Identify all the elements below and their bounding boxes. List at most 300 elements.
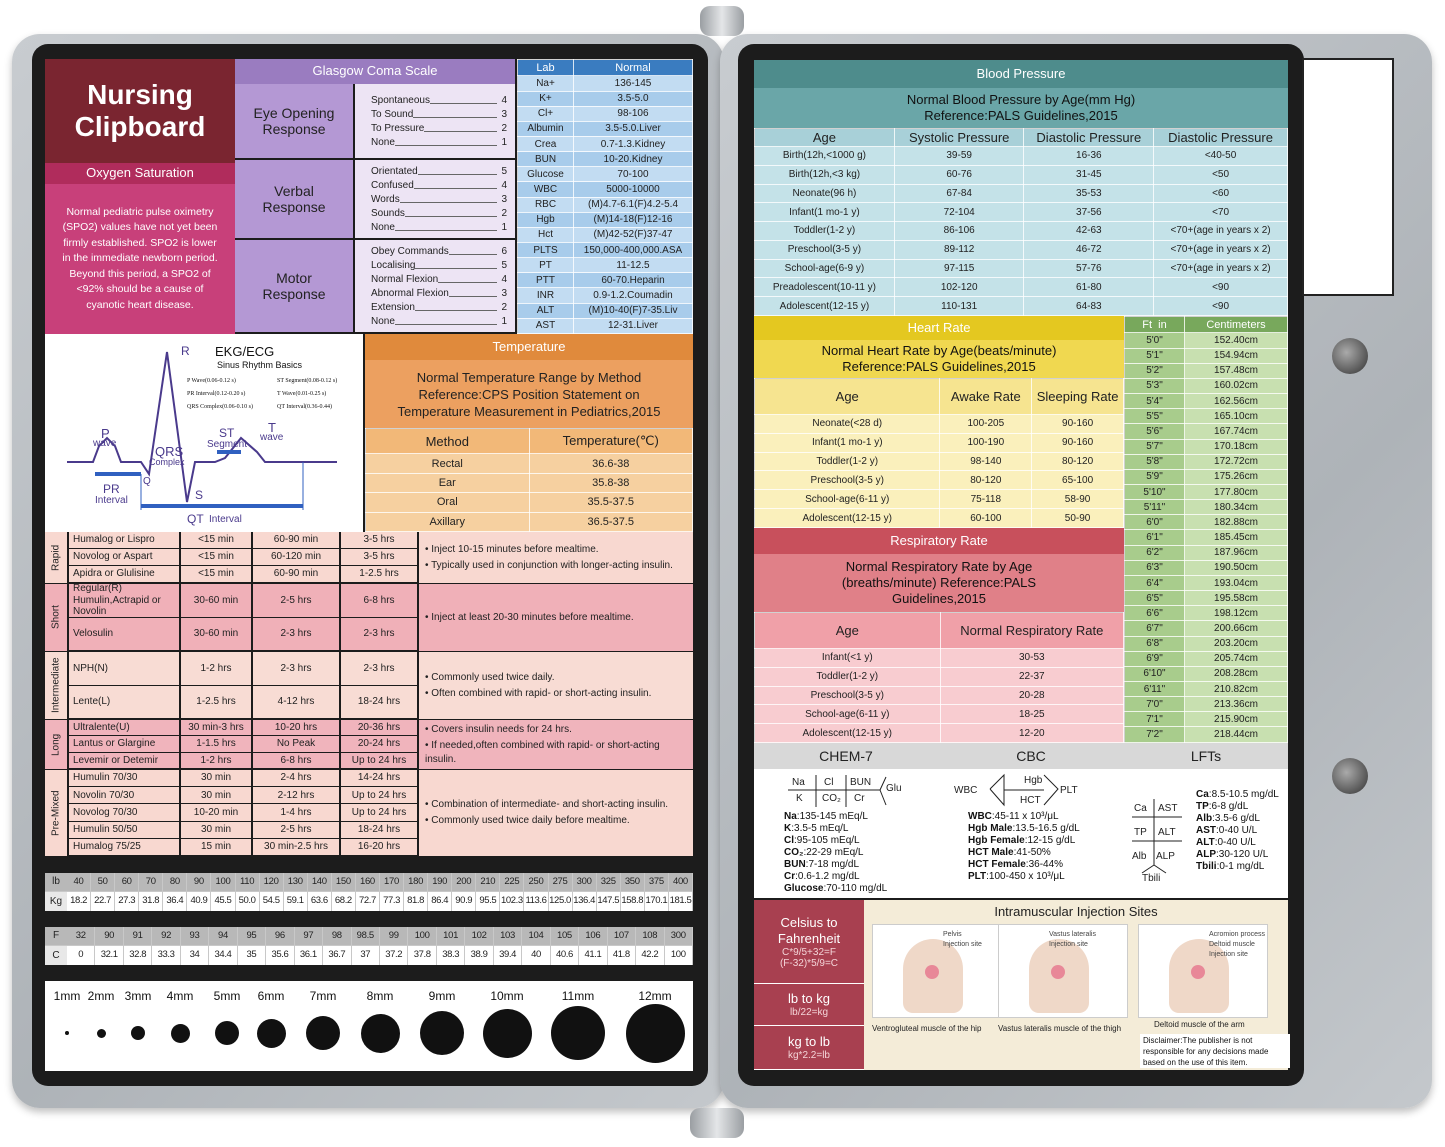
conv-bottom-cell: 77.3 (380, 892, 403, 911)
height-row (1125, 409, 1288, 424)
bp-header-row (755, 129, 1288, 147)
gcs-item (371, 164, 507, 178)
conv-top-cell: 99 (380, 927, 407, 945)
rr-row (755, 667, 1124, 686)
bp-cell: 86-106 (894, 222, 1024, 241)
hr-row (755, 471, 1124, 490)
conv-top-cell: 102 (465, 927, 492, 945)
chem7-diagram-label: Cl (824, 777, 834, 788)
rr-row (755, 705, 1124, 724)
lab-value: 70-100 (574, 167, 693, 182)
conv-top-cell: 130 (284, 873, 307, 891)
cbc-value-line (968, 859, 1108, 871)
oxygen-text: Normal pediatric pulse oximetry (SPO2) values have not yet been firmly established. SPO2 is lower in the immediate newborn period. Beyond this period, a SPO2 of <92% should be a cause of cyanotic heart disease. (45, 184, 235, 334)
lfts-value-range: :0-40 U/L (1216, 825, 1258, 836)
bp-cell: <50 (1154, 165, 1288, 184)
bp-cell: Adolescent(12-15 y) (755, 297, 895, 316)
gcs-item-score: 2 (501, 207, 507, 219)
conv-bottom-cell: 81.8 (404, 892, 427, 911)
lfts-diagram-label: AST (1158, 803, 1178, 814)
lfts-diagram-label: ALP (1156, 851, 1175, 862)
hr-cell: 58-90 (1032, 490, 1124, 509)
conv-bottom-cell: 41.8 (608, 946, 635, 965)
height-row (1125, 500, 1288, 515)
lfts-diagram-label: Tbili (1142, 873, 1161, 884)
insulin-cell: 18-24 hrs (341, 686, 417, 719)
insulin-cell: 2-4 hrs (253, 770, 339, 786)
conv-bottom-cell: 22.7 (91, 892, 114, 911)
ekg-label-st: ST (219, 426, 235, 440)
chem7-value-name: CO₂ (784, 847, 804, 858)
lfts-value-range: :3.5-6 g/dL (1212, 813, 1260, 824)
conv-bottom-cell: 170.1 (645, 892, 668, 911)
gcs-item-score: 1 (501, 221, 507, 233)
im-site-caption: Deltoid muscle of the arm (1154, 1020, 1245, 1029)
bp-grid (754, 128, 1288, 316)
conv-top-cell: 93 (181, 927, 208, 945)
lfts-value-line (1196, 789, 1304, 801)
gcs-item-score: 1 (501, 315, 507, 327)
hr-cell: 75-118 (940, 490, 1032, 509)
im-site-image (998, 924, 1128, 1018)
gcs-item-score: 2 (501, 122, 507, 134)
lfts-value-range: :30-120 U/L (1216, 849, 1269, 860)
pupil-size-label: 5mm (213, 989, 241, 1003)
rr-row (755, 686, 1124, 705)
insulin-cell: Novolog or Aspart (69, 549, 179, 565)
pupil-size-label: 2mm (87, 989, 115, 1003)
chem7-value-name: K (784, 823, 792, 834)
height-ft: 5'3" (1125, 378, 1185, 393)
insulin-cell: 10-20 hrs (253, 720, 339, 735)
bp-cell: <90 (1154, 278, 1288, 297)
lfts-value-name: Tbili (1196, 861, 1217, 872)
hr-cell: 60-100 (940, 509, 1032, 528)
height-cm: 203.20cm (1185, 636, 1288, 651)
conv-top-cell: 91 (124, 927, 151, 945)
lab-header-lab: Lab (518, 60, 574, 76)
gcs-leader-line (418, 168, 498, 175)
im-site-image (872, 924, 1002, 1018)
insulin-cell: 30 min-3 hrs (181, 720, 251, 735)
gcs-item-score: 4 (501, 179, 507, 191)
conv-bottom-cell: 0 (67, 946, 94, 965)
conv-bottom-cell: 95.5 (476, 892, 499, 911)
gcs-item (371, 178, 507, 192)
hr-cell: 90-160 (1032, 415, 1124, 434)
height-ft: 5'10" (1125, 484, 1185, 499)
ekg-legend-item: PR Interval(0.12-0.20 s) (187, 391, 246, 397)
conv-bottom-cell: 34.4 (209, 946, 236, 965)
im-site-image (1138, 924, 1268, 1018)
insulin-group-label: Pre-Mixed (45, 770, 67, 856)
conv-top-cell: 250 (524, 873, 547, 891)
chem7-value-line (784, 883, 924, 895)
conv-bottom-cell: 147.5 (597, 892, 620, 911)
insulin-cell: 3-5 hrs (341, 532, 417, 548)
height-cm: 154.94cm (1185, 348, 1288, 363)
height-row (1125, 651, 1288, 666)
height-row (1125, 682, 1288, 697)
temp-method: Axillary (366, 512, 530, 531)
height-row (1125, 621, 1288, 636)
height-cm: 187.96cm (1185, 545, 1288, 560)
bp-cell: <70 (1154, 203, 1288, 222)
bp-row (755, 259, 1288, 278)
gcs-item-score: 1 (501, 136, 507, 148)
conv-bottom-cell: 42.2 (636, 946, 663, 965)
height-row (1125, 560, 1288, 575)
chem7-value-range: :22-29 mEq/L (803, 847, 864, 858)
insulin-cell: 1-2.5 hrs (341, 566, 417, 582)
insulin-notes (419, 532, 693, 583)
insulin-note: • Inject 10-15 minutes before mealtime. (425, 543, 599, 555)
rr-grid (754, 612, 1124, 743)
conv-bottom-cell: 158.8 (621, 892, 644, 911)
hr-cell: 80-120 (940, 471, 1032, 490)
bp-row (755, 222, 1288, 241)
gcs-leader-line (415, 304, 498, 311)
height-cm: 157.48cm (1185, 363, 1288, 378)
chem7-value-line (784, 823, 924, 835)
hr-cell: Preschool(3-5 y) (755, 471, 940, 490)
height-ft: 5'2" (1125, 363, 1185, 378)
hr-cell: 98-140 (940, 452, 1032, 471)
height-ft: 5'11" (1125, 500, 1185, 515)
lfts-value-name: Ca (1196, 789, 1209, 800)
insulin-cell: 2-3 hrs (341, 652, 417, 685)
lab-header-normal: Normal (574, 60, 693, 76)
chem7-skeleton (754, 773, 938, 811)
conv-bottom-cell: 35 (238, 946, 265, 965)
gcs-leader-line (395, 224, 498, 231)
bp-title: Blood Pressure (754, 60, 1288, 88)
rr-cell: School-age(6-11 y) (755, 705, 941, 724)
conv-top-cell: 60 (115, 873, 138, 891)
bp-cell: <70+(age in years x 2) (1154, 222, 1288, 241)
insulin-cell: Regular(R) Humulin,Actrapid or Novolin (69, 584, 179, 617)
height-ft: 5'7" (1125, 439, 1185, 454)
hr-row (755, 509, 1124, 528)
pupil-gauge (45, 981, 693, 1071)
temp-value: 36.5-37.5 (529, 512, 693, 531)
height-cm: 213.36cm (1185, 697, 1288, 712)
conv-top-cell: 106 (579, 927, 606, 945)
hr-cell: 100-205 (940, 415, 1032, 434)
im-site-label: Injection site (1049, 941, 1088, 948)
height-cm: 177.80cm (1185, 484, 1288, 499)
gcs-item (371, 244, 507, 258)
height-ft: 7'0" (1125, 697, 1185, 712)
conversion-formula: kg*2.2=lb (788, 1050, 830, 1061)
height-row (1125, 439, 1288, 454)
lab-value: 11-12.5 (574, 258, 693, 273)
lab-name: K+ (518, 91, 574, 106)
height-row (1125, 424, 1288, 439)
lab-value: 5000-10000 (574, 182, 693, 197)
conv-top-cell: 225 (500, 873, 523, 891)
ekg-legend-item: P Wave(0.06-0.12 s) (187, 378, 236, 384)
ekg-label-complex: Complex (149, 457, 185, 467)
gcs-item-label: Sounds (371, 207, 405, 219)
conv-top-cell: 107 (608, 927, 635, 945)
bp-header-cell: Diastolic Pressure (1154, 129, 1288, 147)
conv-top-cell: 160 (356, 873, 379, 891)
im-injection-mark (925, 965, 939, 979)
height-ft: 5'4" (1125, 394, 1185, 409)
gcs-leader-line (395, 318, 498, 325)
lab-value: 0.7-1.3.Kidney (574, 136, 693, 151)
bp-cell: Birth(12h,<1000 g) (755, 147, 895, 166)
height-ft: 5'5" (1125, 409, 1185, 424)
height-ft: 6'3" (1125, 560, 1185, 575)
lab-name: BUN (518, 152, 574, 167)
lab-value: 60-70.Heparin (574, 273, 693, 288)
pupil-size-label: 6mm (257, 989, 285, 1003)
height-cm: 165.10cm (1185, 409, 1288, 424)
hr-row (755, 433, 1124, 452)
height-cm: 185.45cm (1185, 530, 1288, 545)
height-ft: 6'1" (1125, 530, 1185, 545)
chem7-diagram-label: Na (792, 777, 805, 788)
lab-name: Albumin (518, 121, 574, 136)
lab-header-row (518, 60, 693, 76)
im-site-caption: Ventrogluteal muscle of the hip (872, 1024, 982, 1033)
temp-conversion-table (45, 927, 693, 965)
height-row (1125, 515, 1288, 530)
height-ft: 6'2" (1125, 545, 1185, 560)
cbc-value-name: Hgb Female (968, 835, 1025, 846)
height-header-cm: Centimeters (1185, 317, 1288, 333)
conv-top-cell: 110 (236, 873, 259, 891)
bp-row (755, 278, 1288, 297)
bp-row (755, 203, 1288, 222)
ekg-legend-item: QT Interval(0.36-0.44) (277, 404, 333, 410)
chem7-value-line (784, 871, 924, 883)
height-ft: 6'11" (1125, 682, 1185, 697)
hr-cell: School-age(6-11 y) (755, 490, 940, 509)
conv-label: F (45, 927, 67, 945)
conversion-block (754, 900, 864, 984)
insulin-cell: 6-8 hrs (341, 584, 417, 617)
chem7-diagram-label: Glu (886, 783, 902, 794)
conv-top-cell: 210 (476, 873, 499, 891)
insulin-cell: 3-5 hrs (341, 549, 417, 565)
gcs-item-score: 3 (501, 108, 507, 120)
temp-table (365, 428, 693, 532)
height-cm: 170.18cm (1185, 439, 1288, 454)
ekg-legend-item: T Wave(0.01-0.25 s) (277, 391, 327, 397)
conv-bottom-cell: 59.1 (284, 892, 307, 911)
height-cm: 190.50cm (1185, 560, 1288, 575)
pupil-size-label: 11mm (561, 989, 595, 1003)
conv-top-cell: 200 (452, 873, 475, 891)
conv-top-cell: 70 (139, 873, 162, 891)
chem7-value-range: :95-105 mEq/L (794, 835, 860, 846)
bp-row (755, 297, 1288, 316)
gcs-item (371, 272, 507, 286)
cbc-value-line (968, 835, 1108, 847)
insulin-cell: 30 min-2.5 hrs (253, 839, 339, 855)
conv-top-cell: 325 (597, 873, 620, 891)
rr-cell: 30-53 (940, 649, 1123, 668)
insulin-notes (419, 770, 693, 856)
temp-grid (365, 428, 693, 532)
im-site-label: Deltoid muscle (1209, 941, 1255, 948)
im-site-label: Vastus lateralis (1049, 931, 1096, 938)
hr-cell: 100-190 (940, 433, 1032, 452)
brand-block (45, 59, 235, 163)
conv-bottom-cell: 38.3 (437, 946, 464, 965)
conv-top-cell: 120 (260, 873, 283, 891)
hr-cell: Adolescent(12-15 y) (755, 509, 940, 528)
cbc-diagram-label: HCT (1020, 795, 1041, 806)
insulin-cell: 18-24 hrs (341, 822, 417, 838)
pupil-dot (97, 1029, 106, 1038)
temp-method: Oral (366, 493, 530, 512)
chem7-value-line (784, 811, 924, 823)
gcs-group-items (355, 240, 515, 332)
temp-row (366, 454, 693, 473)
height-row (1125, 378, 1288, 393)
bp-row (755, 147, 1288, 166)
ekg-legend-item: ST Segment(0.08-0.12 s) (277, 378, 338, 384)
cbc-value-range: :12-15 g/dL (1024, 835, 1076, 846)
rr-cell: 18-25 (940, 705, 1123, 724)
lab-row (518, 182, 693, 197)
lfts-diagram-label: TP (1134, 827, 1147, 838)
conv-top-cell: 375 (645, 873, 668, 891)
conversion-formula: C*9/5+32=F (782, 946, 836, 958)
lab-row (518, 273, 693, 288)
lab-row (518, 303, 693, 318)
conv-bottom-cell: 27.3 (115, 892, 138, 911)
chem7-diagram-label: Cr (854, 793, 865, 804)
insulin-cell: <15 min (181, 532, 251, 548)
conv-top-cell: 350 (621, 873, 644, 891)
gcs-item (371, 121, 507, 135)
insulin-cell: No Peak (253, 736, 339, 751)
bp-cell: Preschool(3-5 y) (755, 240, 895, 259)
lab-row (518, 152, 693, 167)
cbc-value-range: :36-44% (1025, 859, 1064, 870)
hr-row (755, 452, 1124, 471)
temp-method: Rectal (366, 454, 530, 473)
insulin-cell: 30 min (181, 770, 251, 786)
gcs-item-label: None (371, 136, 395, 148)
conv-top-cell: 101 (437, 927, 464, 945)
conv-bottom-cell: 37 (352, 946, 379, 965)
height-ft: 5'6" (1125, 424, 1185, 439)
lab-value: 3.5-5.0 (574, 91, 693, 106)
gcs-group-items (355, 84, 515, 158)
gcs-item-label: Words (371, 193, 400, 205)
bp-cell: Infant(1 mo-1 y) (755, 203, 895, 222)
cbc-skeleton (938, 773, 1124, 811)
chem7-diagram-label: CO₂ (822, 793, 841, 804)
insulin-cell: 30-60 min (181, 618, 251, 651)
cbc-values (968, 811, 1108, 883)
conv-top-cell: 40 (67, 873, 90, 891)
conversion-title: lb to kg (788, 991, 830, 1006)
pupil-size-label: 8mm (366, 989, 394, 1003)
left-panel (32, 44, 708, 1086)
bp-cell: 102-120 (894, 278, 1024, 297)
pupil-dot (131, 1026, 145, 1040)
brand-title-line1: Nursing (87, 78, 193, 110)
hr-header-cell: Sleeping Rate (1032, 379, 1124, 415)
gcs-item-label: None (371, 315, 395, 327)
cbc-value-name: WBC (968, 811, 992, 822)
lab-row (518, 258, 693, 273)
insulin-cell: 1-1.5 hrs (181, 736, 251, 751)
height-row (1125, 666, 1288, 681)
hr-grid (754, 378, 1124, 528)
bp-cell: 35-53 (1024, 184, 1154, 203)
conv-bottom-cell: 34 (181, 946, 208, 965)
gcs-item (371, 107, 507, 121)
gcs-item-label: To Pressure (371, 122, 425, 134)
insulin-cell: 14-24 hrs (341, 770, 417, 786)
pupil-size-label: 7mm (309, 989, 337, 1003)
bp-cell: 16-36 (1024, 147, 1154, 166)
hr-title: Heart Rate (754, 316, 1124, 340)
lab-row (518, 227, 693, 242)
lab-row (518, 197, 693, 212)
im-site-label: Injection site (943, 941, 982, 948)
conv-label: C (45, 946, 67, 965)
lfts-panel (1124, 769, 1288, 898)
lab-name: ALT (518, 303, 574, 318)
insulin-cell: 2-3 hrs (341, 618, 417, 651)
cbc-title: CBC (938, 743, 1124, 769)
conv-top-cell: 300 (573, 873, 596, 891)
insulin-cell: Ultralente(U) (69, 720, 179, 735)
insulin-note: • Covers insulin needs for 24 hrs. (425, 723, 572, 735)
chem7-value-line (784, 847, 924, 859)
lfts-value-name: ALT (1196, 837, 1215, 848)
im-disclaimer: Disclaimer:The publisher is not responsible for any decisions made based on the use of this item. (1140, 1034, 1290, 1068)
gcs-item (371, 192, 507, 206)
bp-cell: 37-56 (1024, 203, 1154, 222)
bp-row (755, 165, 1288, 184)
insulin-table (45, 532, 693, 857)
insulin-note: • Often combined with rapid- or short-acting insulin. (425, 687, 652, 699)
height-row (1125, 348, 1288, 363)
chem7-value-range: :0.6-1.2 mg/dL (795, 871, 860, 882)
rr-title: Respiratory Rate (754, 528, 1124, 554)
height-cm: 160.02cm (1185, 378, 1288, 393)
conv-top-cell: 98.5 (352, 927, 379, 945)
gcs-item-score: 5 (501, 259, 507, 271)
bp-cell: 72-104 (894, 203, 1024, 222)
conv-top-cell: 275 (549, 873, 572, 891)
conv-bottom-cell: 63.6 (308, 892, 331, 911)
lfts-title: LFTs (1124, 743, 1288, 769)
hr-cell: Infant(1 mo-1 y) (755, 433, 940, 452)
temp-method: Ear (366, 473, 530, 492)
ekg-title: EKG/ECG (215, 344, 275, 359)
lfts-value-range: :6-8 g/dL (1208, 801, 1249, 812)
chem7-value-range: :135-145 mEq/L (796, 811, 868, 822)
conv-bottom-cell: 72.7 (356, 892, 379, 911)
height-cm: 172.72cm (1185, 454, 1288, 469)
hr-row (755, 415, 1124, 434)
bp-header-cell: Diastolic Pressure (1024, 129, 1154, 147)
lfts-value-line (1196, 861, 1304, 873)
bp-cell: 89-112 (894, 240, 1024, 259)
gcs-item (371, 93, 507, 107)
